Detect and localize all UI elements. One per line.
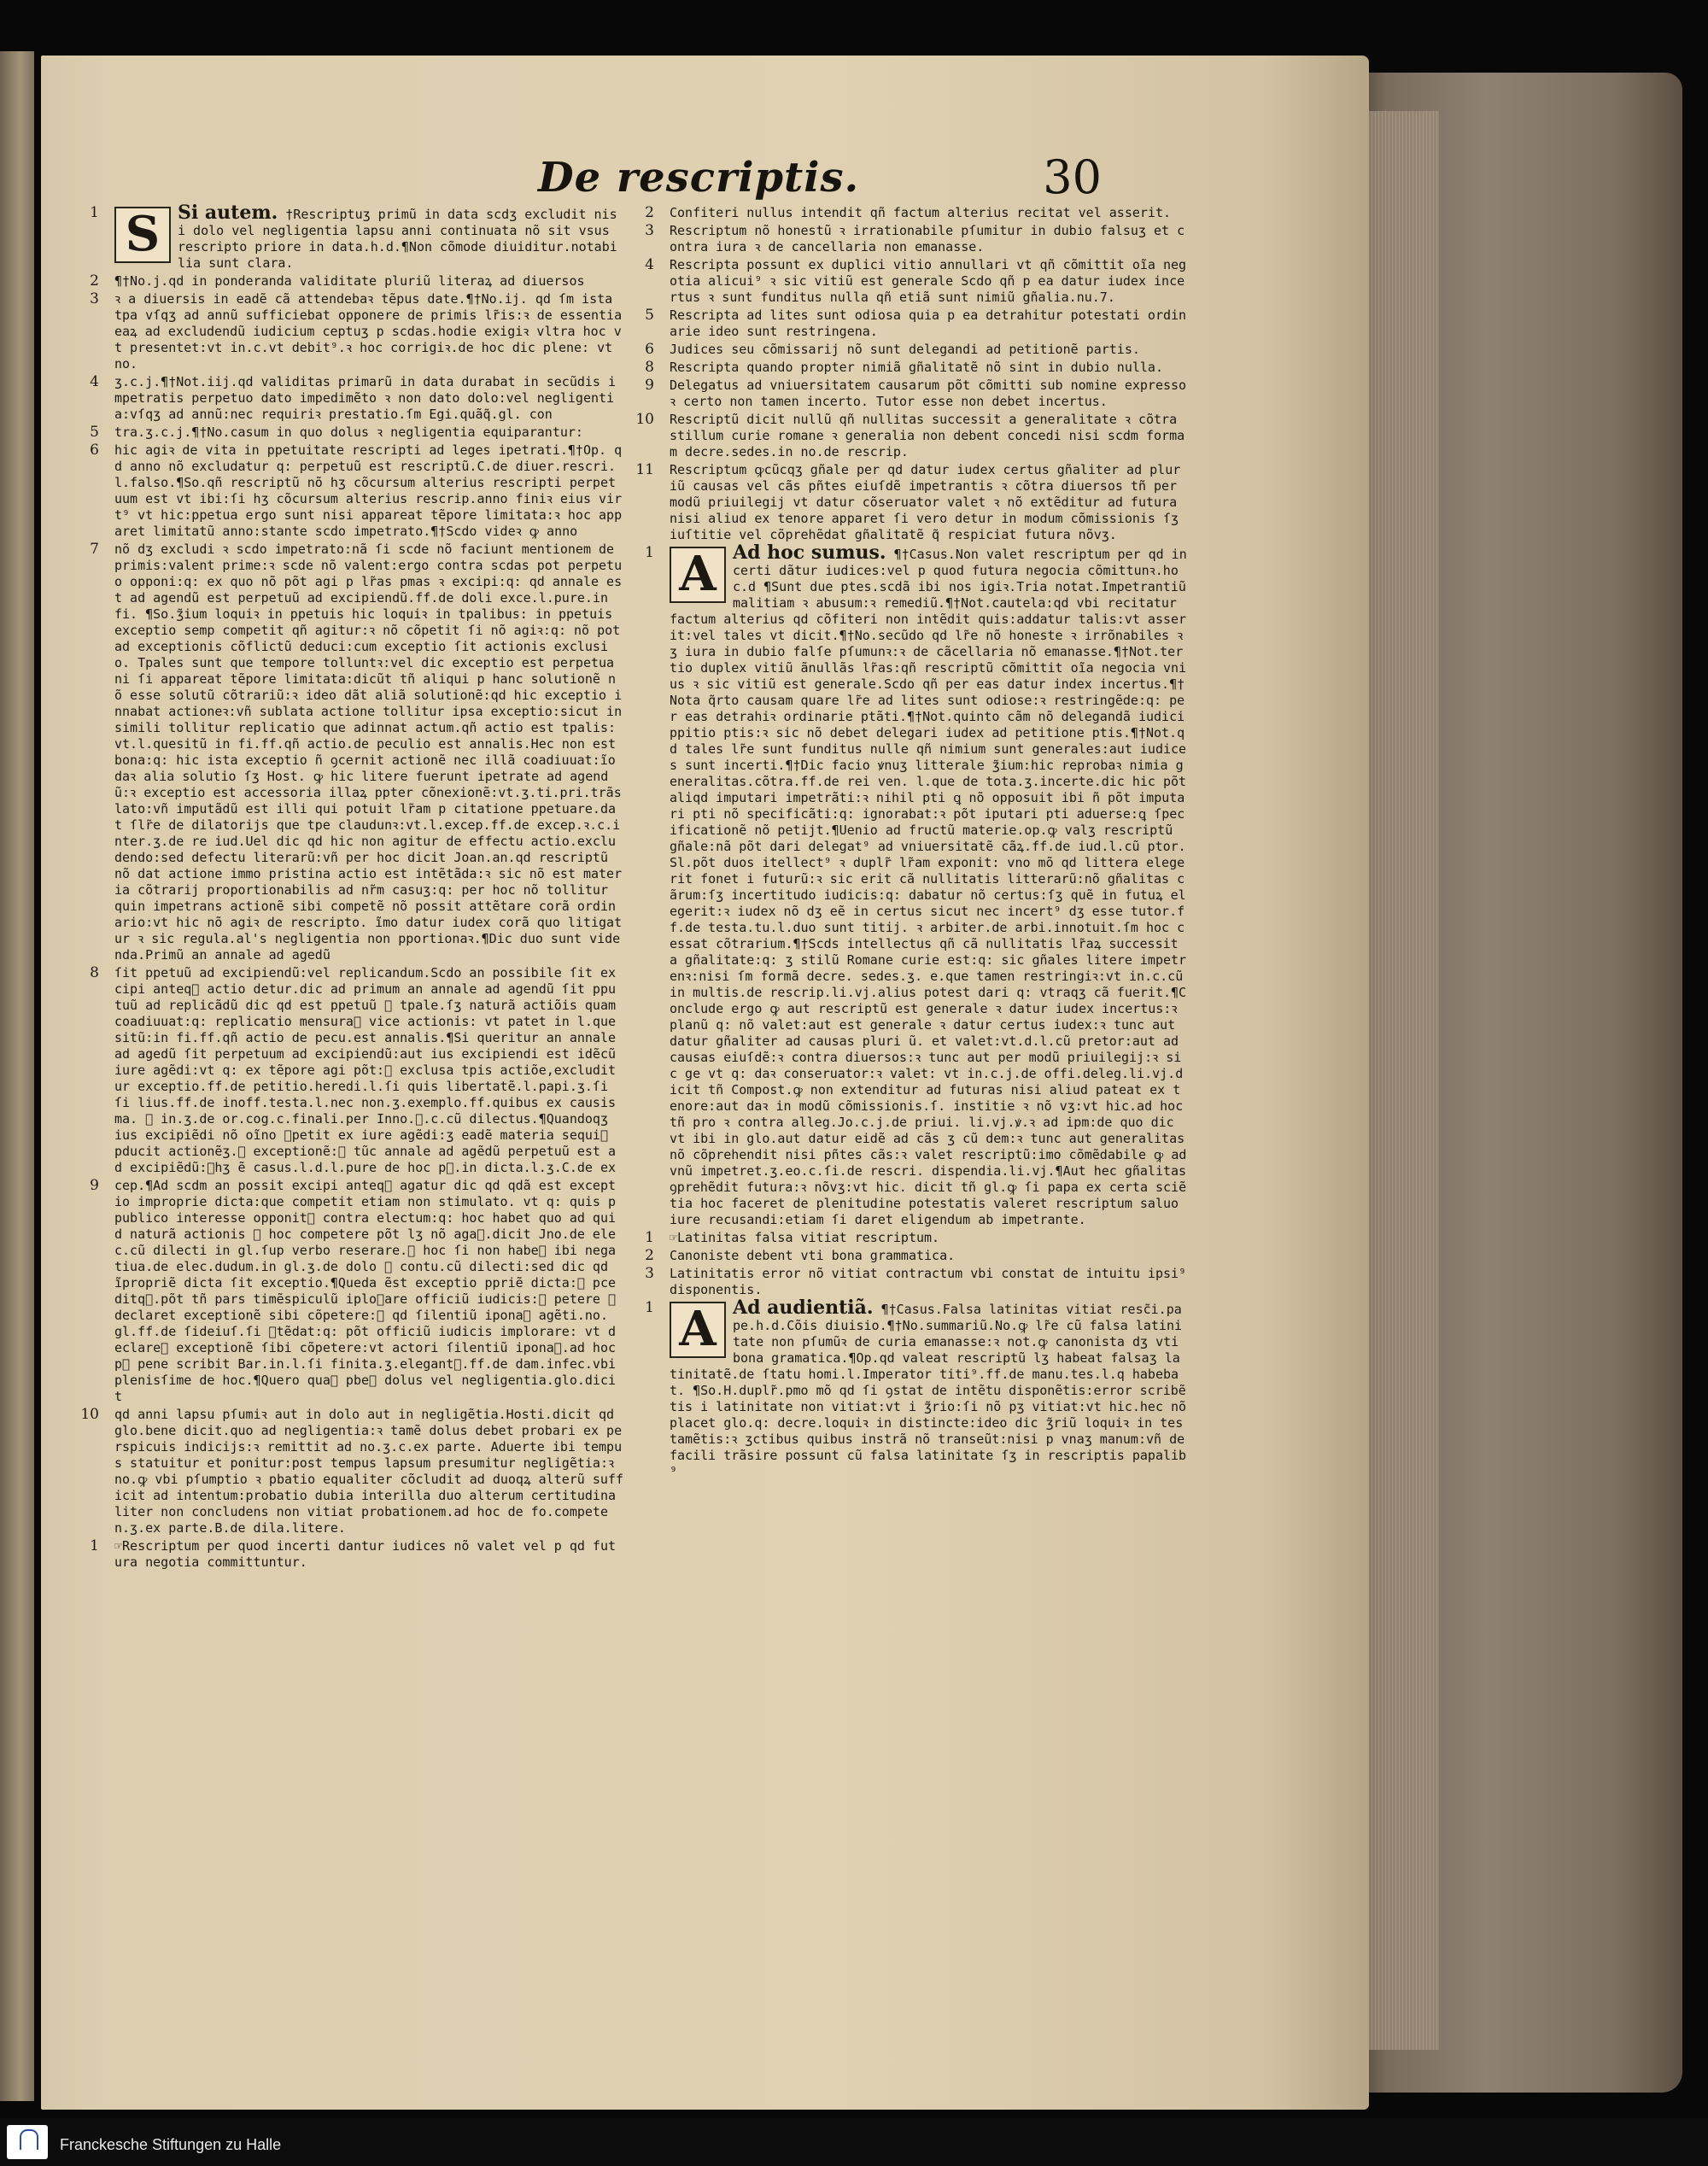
paragraph-text: Canoniste debent vti bona grammatica.	[670, 1248, 956, 1263]
paragraph	[80, 1406, 623, 1537]
paragraph-text: Judices seu cõmissarij nõ sunt delegandi ad petitionẽ partis.	[670, 342, 1140, 357]
paragraph-text: cep.¶Ad scdm an possit excipi anteqᷓ agatur dic qd qdã est exceptio improprie dicta:que competit etiam non stimulato. vt q: quis p publico interesse opponitꝛ contra electum:q: hoc habet quo ad quid naturã actionis ꝛ hoc competere põt lʒ nõ agaꝛ.dicit Jno.de elec.cũ dilecti in gl.ſup verbo reserare.ꝛ hoc ſi non habeꝛ ibi negatiua.de elec.dudum.in gl.ʒ.de dolo ꝛ contu.cũ dilecti:sed dic qd ĩpropriẽ dicta ſit exceptio.¶Queda ẽst exceptio ppriẽ dicta:ꝛ pceditqꝫ.põt tñ pars timẽspiculũ iploꝛare officiũ iudicis:ꝛ petere ꝙ declaret exceptionẽ sibi cõpetere:ꝛ qd ſilentiũ iponaꝛ agẽti.no. gl.ff.de ſideiuſ.ſi ꝯtẽdat:q: põt officiũ iudicis implorare: vt declareꝛ exceptionẽ ſibi cõpetere:vt actori ſilentiũ iponaꝛ.ad hoc pꝯ pene scribit Bar.in.l.ſi finita.ʒ.elegantꝛ.ff.de dam.infec.vbi plenisſime de hoc.¶Quero quaꝛ pbeꝛ dolus vel negligentia.glo.dicit	[114, 1178, 616, 1404]
paragraph	[90, 1537, 623, 1571]
paragraph-text: Rescripta possunt ex duplici vitio annullari vt qñ cõmittit oĩa negotia alicui⁹ ꝛ sic vitiũ est generale Scdo qñ p ea datur iudex incertus ꝛ sunt funditus nulla qñ etiã sunt nimiũ gñalia.nu.7.	[670, 257, 1187, 305]
paragraph	[645, 341, 1187, 358]
decorated-initial: A	[670, 547, 726, 603]
footer-attribution: Franckesche Stiftungen zu Halle	[60, 2136, 282, 2153]
paragraph-number: 3	[90, 290, 99, 307]
paragraph-text: ☞Latinitas falsa vitiat rescriptum.	[670, 1230, 940, 1245]
paragraph-text: ꝛ a diuersis in eadẽ cã attendebaꝛ tẽpus date.¶†No.ij. qd ſm ista tpa vſqʒ ad annũ sufficiebat opponere de primis lr̃is:ꝛ de essentia eaꝝ ad excludendũ iudicium ceptuʒ p scdas.hodie exigiꝛ vltra hoc vt presentet:vt in.c.vt debit⁹.ꝛ hoc corrigiꝛ.de hoc dic plene: vt no.	[114, 291, 623, 372]
paragraph-number: 8	[90, 964, 99, 981]
paragraph	[90, 1177, 623, 1405]
paragraph-text: Rescripta ad lites sunt odiosa quia p ea detrahitur potestati ordinarie ideo sunt restringena.	[670, 307, 1187, 339]
decorated-initial: A	[670, 1302, 726, 1358]
paragraph-text: †Rescriptuʒ primũ in data scdʒ excludit nisi dolo vel negligentia lapsu anni continuata nõ sit vsus rescripto priore in data.h.d.¶Non cõmode diuiditur.notabilia sunt clara.	[178, 207, 617, 271]
paragraph	[90, 373, 623, 423]
paragraph	[645, 307, 1187, 340]
paragraph-number: 4	[90, 373, 99, 390]
paragraph	[90, 442, 623, 540]
paragraph-number: 9	[90, 1177, 99, 1194]
paragraph-text: Rescriptũ dicit nullũ qñ nullitas successit a generalitate ꝛ cõtra stillum curie romane ꝛ generalia non debent concedi nisi scdm formam decre.sedes.in no.de rescrip.	[670, 412, 1185, 460]
paragraph-number: 7	[90, 541, 99, 558]
paragraph-number: 6	[90, 442, 99, 459]
folio-number: 30	[1043, 150, 1102, 204]
paragraph	[90, 964, 623, 1176]
paragraph	[90, 424, 623, 441]
paragraph-number: 5	[90, 424, 99, 441]
paragraph-text: ¶†No.j.qd in ponderanda validitate pluriũ literaꝝ ad diuersos	[114, 273, 585, 289]
paragraph-text: Rescriptum ꝙcũcqʒ gñale per qd datur iudex certus gñaliter ad pluriũ causas vel cãs pñtes eiuſdẽ impetrantis ꝛ cõtra diuersos tñ per modũ priuilegij vt datur cõseruator valet ꝛ nõ extẽditur ad futura nisi aliud ex tenore apparet ſi vero detur in modum cõmissionis ſʒ iuſtitie vel cõprehẽdat gñalitatẽ q̃ respiciat futura nõvʒ.	[670, 462, 1181, 542]
paragraph	[90, 541, 623, 963]
paragraph	[645, 1247, 1187, 1264]
paragraph-number: 1	[90, 204, 99, 221]
paragraph-text: Delegatus ad vniuersitatem causarum põt cõmitti sub nomine expresso ꝛ certo non tamen incerto. Tutor esse non debet incertus.	[670, 378, 1187, 409]
paragraph	[645, 359, 1187, 376]
decorated-initial: S	[114, 207, 171, 263]
paragraph-number: 8	[645, 359, 654, 376]
paragraph-text: ʒ.c.j.¶†Not.iij.qd validitas primarũ in data durabat in secũdis impetratis perpetuo dato impedimẽto ꝛ non dato dolo:vel negligentia:vſqʒ ad annũ:nec requiriꝛ prestatio.ſm Egi.quãq̃.gl. con	[114, 374, 616, 422]
paragraph-text: ſit ppetuũ ad excipiendũ:vel replicandum.Scdo an possibile ſit excipi anteqᷓ actio detur.dic ad primum an annale ad agendũ ſit pputuũ ad replicãdũ dic qd est ppetuũ ꝛ tpale.ſʒ naturã actiõis quam coadiuuat:q: replicatio mensuraꝛ vice actionis: vt patet in l.quesitũ:in fi.ff.qñ actio de pecu.est annalis.¶Si queritur an annale ad agedũ ſit perpetuum ad excipiendũ:aut ius excipiendi est idẽcũ iure agẽdi:vt q: ex tẽpore agi põt:ꝛ exclusa tpis actiõe,excluditur exceptio.ff.de petitio.heredi.l.ſi quis libertatẽ.l.papi.ʒ.ſi ſi lius.ff.de inoff.testa.l.nec non.ʒ.exemplo.ff.quibus ex causis ma. ꝛ in.ʒ.de or.cog.c.finali.per Inno.ꝛ.c.cũ dilectus.¶Quandoqʒ ius excipiẽdi nõ oĩno ꝯpetit ex iure agẽdi:ʒ eadẽ materia sequiꝛ pducit actionẽʒ.ꝛ exceptionẽ:ꝛ tũc annale ad agẽdũ perpetuũ est ad excipiẽdũ:ꝛhʒ ẽ casus.l.d.l.pure de hoc pꝯ.in dicta.l.ʒ.C.de ex	[114, 965, 616, 1175]
paragraph	[635, 411, 1187, 460]
paragraph-text: ☞Rescriptum per quod incerti dantur iudices nõ valet vel p qd futura negotia committuntur.	[114, 1538, 616, 1570]
paragraph-number: 6	[645, 341, 654, 358]
paragraph-text: Confiteri nullus intendit qñ factum alterius recitat vel asserit.	[670, 205, 1171, 220]
paragraph	[645, 542, 1187, 1228]
paragraph-number: 1	[645, 1299, 654, 1316]
paragraph-number: 4	[645, 256, 654, 273]
running-title: De rescriptis.	[538, 154, 860, 202]
paragraph-text: ¶†Casus.Falsa latinitas vitiat resc̃i.pape.h.d.Cõis diuisio.¶†No.summariũ.No.ꝙ lr̃e cũ falsa latinitate non pſumũꝛ de curia emanasse:ꝛ not.ꝙ canonista dʒ vti bona gramatica.¶Op.qd valeat rescriptũ lʒ habeat falsaʒ latinitatẽ.de ſtatu homi.l.Imperator titi⁹.ff.de manu.tes.l.q habebat. ¶So.H.duplr̃.pmo mõ qd ſi ꝯstat de intẽtu disponẽtis:error scribẽtis i latinitate non vitiat:vt i ʒ̃rio:ſi nõ pʒ vitiat:vt hic.hec nõ placet glo.q: decre.loquiꝛ in distincte:ideo dic ʒ̃riũ loquiꝛ in testamẽtis:ꝛ ʒctibus quibus instrã nõ transeũt:nisi p vnaʒ manum:vñ de facili trãsire possunt cũ falsa latinitate ſʒ in rescriptis papalib⁹	[670, 1302, 1187, 1479]
paragraph-number: 1	[645, 544, 654, 561]
paragraph-text: Latinitatis error nõ vitiat contractum vbi constat de intuitu ipsi⁹ disponentis.	[670, 1266, 1187, 1297]
paragraph	[645, 377, 1187, 410]
facing-page-edge	[0, 51, 34, 2101]
paragraph-number: 2	[90, 272, 99, 290]
paragraph-number: 1	[90, 1537, 99, 1554]
paragraph	[90, 272, 623, 290]
paragraph-number: 10	[635, 411, 654, 428]
paragraph	[645, 256, 1187, 306]
paragraph-text: ¶†Casus.Non valet rescriptum per qd incerti dãtur iudices:vel p quod futura negocia cõmittunꝛ.hoc.d ¶Sunt due ptes.scdã ibi nos igiꝛ.Tria notat.Impetrantiũ malitiam ꝛ abusum:ꝛ remediũ.¶†Not.cautela:qd vbi recitatur factum alterius qd cõfiteri non intẽdit quis:addatur talis:vt asserit:vel tales vt dicit.¶†No.secũdo qd lr̃e nõ honeste ꝛ irrõnabiles ꝛ ʒ iura in dubio falſe pſumunꝛ:ꝛ de cãcellaria nõ emanasse.¶†Not.tertio duplex vitiũ ãnullãs lr̃as:qñ rescriptũ cõmittit oĩa negocia vnius ꝛ sic vitiũ est generale.Scdo qñ per eas datur index incertus.¶†Nota q̃rto causam quare lr̃e ad lites sunt odiose:ꝛ restringẽde:q: per eas detrahiꝛ ordinarie ptãti.¶†Not.quinto cãm nõ delegandã iudici ppitio ptis:ꝛ sic nõ debet delegari iudex ad petitione ptis.¶†Not.qd tales lr̃e sunt funditus nulle qñ nimium sunt generales:aut iudices sunt incerti.¶†Dic facio ꝟnuʒ litterale ʒ̃ium:hic reprobaꝛ nimia generalitas.cõtra.ff.de rei ven. l.que de tota.ʒ.incerte.dic hic põt aliqd imputari impetrãti:ꝛ nihil pti ꝗ nõ opposuit ibi ñ põt imputari pti nõ specificãti:q: ignorabat:ꝛ põt iputari pti aduerse:ꝗ ſpecificationẽ nõ petijt.¶Uenio ad fructũ materie.op.ꝙ valʒ rescriptũ gñale:nã põt dari delegat⁹ ad vniuersitatẽ cãꝝ.ff.de iud.l.cũ ptor.Sl.põt duos itellect⁹ ꝛ duplr̃ lr̃am exponit: vno mõ qd littera elegerit fonet i futurũ:ꝛ sic erit cã nullitatis litterarũ:nõ gñalitas cãrum:ſʒ incertitudo iudicis:q: dabatur nõ certus:ſʒ quẽ in futuꝝ elegerit:ꝛ iudex nõ dʒ eẽ in certus sicut nec incert⁹ dʒ esse tutor.ff.de testa.tu.l.duo sunt titij. ꝛ arbiter.de arbi.innotuit.ſm hoc cessat cõtrarium.¶†Scds intellectus qñ cã nullitatis lr̃aꝝ successit a gñalitate:q: ʒ stilũ Romane curie est:q: sic gñales litere impetrenꝛ:nisi ſm formã decre. sedes.ʒ. e.que tamen restringiꝛ:vt in.c.cũ in multis.de rescrip.li.vj.alius potest dari q: vtraqʒ cã fuerit.¶Conclude ergo ꝙ aut rescriptũ est generale ꝛ datur iudex incertus:ꝛ planũ q: nõ valet:aut est generale ꝛ datur certus iudex:ꝛ tunc aut datur gñaliter ad causas pluri ũ. et valet:vt.d.l.cũ pretor:aut ad causas eiuſdẽ:ꝛ contra diuersos:ꝛ tunc aut per modũ priuilegij:ꝛ sic ge vt q: daꝛ conseruator:ꝛ valet: vt in.c.j.de offi.deleg.li.vj.dicit tñ Compost.ꝙ non extenditur ad futuras nisi aliud pateat ex tenore:aut daꝛ in modũ cõmissionis.ſ. institie ꝛ nõ vʒ:vt hic.ad hoc tñ pro ꝛ contra alleg.Jo.c.j.de priui. li.vj.ꝟ.ꝛ ad ipm:de quo dic vt ibi in glo.aut datur eidẽ ad cãs ʒ cũ dem:ꝛ tunc aut generalitas nõ cõprehendit nisi pñtes cãs:ꝛ valet rescriptũ:imo cõmẽdabile ꝙ ad vnũ impetret.ʒ.eo.c.ſi.de rescri. dispendia.li.vj.¶Aut hec gñalitas ꝯprehẽdit futura:ꝛ nõvʒ:vt hic. dicit tñ gl.ꝙ ſi papa ex certa sciẽtia hoc faceret de plenitudine potestatis valeret rescriptum saluo iure recusandi:etiam ſi daret eligendum ab impetrante.	[670, 547, 1187, 1227]
rubric-heading: Ad audientiã.	[733, 1297, 874, 1319]
paragraph-number: 2	[645, 1247, 654, 1264]
page-stack-lines	[1358, 111, 1439, 2050]
paragraph-text: Rescriptum nõ honestũ ꝛ irrationabile pſumitur in dubio falsuʒ et contra iura ꝛ de cancellaria non emanasse.	[670, 223, 1185, 255]
paragraph	[645, 204, 1187, 221]
paragraph	[90, 202, 623, 272]
paragraph-number: 3	[645, 1265, 654, 1282]
rubric-heading: Ad hoc sumus.	[733, 542, 886, 564]
paragraph	[635, 461, 1187, 543]
rubric-heading: Si autem.	[178, 202, 278, 224]
paragraph-number: 11	[635, 461, 654, 478]
paragraph	[645, 1265, 1187, 1298]
institution-logo	[7, 2125, 48, 2159]
paragraph-number: 10	[80, 1406, 99, 1423]
paragraph-number: 3	[645, 222, 654, 239]
paragraph-text: nõ dʒ excludi ꝛ scdo impetrato:nã ſi scde nõ faciunt mentionem de primis:valent prime:ꝛ scde nõ valent:ergo contra scdas pot perpetuo opponi:q: ex quo nõ põt agi p lr̃as pmas ꝛ excipi:q: qd annale est ad agendũ est perpetuũ ad excipiendũ.ff.de doli exce.l.pure.in fi. ¶So.ʒ̃ium loquiꝛ in ppetuis hic loquiꝛ in tpalibus: in ppetuis exceptio semp competit qñ agitur:ꝛ nõ cõpetit ſi nõ agiꝛ:q: nõ pot ad exceptionis cõflictũ deduci:cum exceptio ſit actionis exclusio. Tpales sunt que tempore tolluntꝛ:vel dic exceptio est perpetua ni ſi appareat tẽpore limitata:dicũt tñ aliqui p hanc solutionẽ nõ esse solutũ cõtrariũ:ꝛ ideo dãt aliã solutionẽ:qd hic exceptio innabat actioneꝛ:vñ sublata actione tollitur ipsa exceptio:sicut in simili tollitur replicatio que adinnat actum.qñ actio est tpalis:vt.l.quesitũ in fi.ff.qñ actio.de peculio est annalis.Hec non est bona:q: hic ista exceptio ñ ꝯcernit actionẽ nec illã coadiuuat:ĩo daꝛ alia solutio ſʒ Host. ꝙ hic litere fuerunt ipetrate ad agendũ:ꝛ exceptio est accessoria illaꝝ ppter cõnexionẽ:vt.ʒ.ti.pri.trãslato:vñ imputãdũ est illi qui potuit lr̃am p citatione ppetuare.dat ſlr̃e de dilatorijs que tpe claudunꝛ:vt.l.excep.ff.de excep.ꝛ.c.inter.ʒ.de re iud.Uel dic qd hic non agitur de effectu actio.excludendo:sed defectu literarũ:vñ per hoc dicit Joan.an.qd rescriptũ nõ dat actione immo pristina actio est intẽtãda:ꝛ sic nõ est materia cõtrarij proportionabilis ad nr̃m casuʒ:q: per hoc nõ tollitur quin impetrans actionẽ sibi competẽ nõ possit attẽtare corã ordinario:vt hic nõ agiꝛ de rescripto. ĩmo datur iudex corã quo litigatur ꝛ sic regula.al's negligentia non pportionaꝛ.¶Dic duo sunt videnda.Primũ an annale ad agedũ	[114, 542, 623, 963]
paragraph-number: 5	[645, 307, 654, 324]
paragraph	[645, 1229, 1187, 1246]
paragraph-text: Rescripta quando propter nimiã gñalitatẽ nõ sint in dubio nulla.	[670, 360, 1163, 375]
paragraph-text: qd anni lapsu pſumiꝛ aut in dolo aut in negligẽtia.Hosti.dicit qd glo.bene dicit.quo ad negligentia:ꝛ tamẽ dolus debet probari ex perspicuis indicijs:ꝛ remittit ad no.ʒ.c.ex parte. Aduerte ibi tempus statuitur et ponitur:post tempus lapsum presumitur negligẽtia:ꝛ no.ꝙ vbi pſumptio ꝛ pbatio equaliter cõcludit ad duoqꝝ alterũ sufficit ad intentum:probatio dubia interilla duo alterum certitudinaliter non concludens non vitiat probationem.ad hoc de fo.competen.ʒ.ex parte.B.de dila.litere.	[114, 1407, 623, 1536]
paragraph-text: tra.ʒ.c.j.¶†No.casum in quo dolus ꝛ negligentia equiparantur:	[114, 424, 583, 440]
paragraph-number: 1	[645, 1229, 654, 1246]
paragraph	[645, 1297, 1187, 1480]
paragraph	[645, 222, 1187, 255]
paragraph-number: 2	[645, 204, 654, 221]
paragraph-text: hic agiꝛ de vita in ppetuitate rescripti ad leges ipetrati.¶†Op. qd anno nõ excludatur q: perpetuũ est rescriptũ.C.de diuer.rescri. l.falso.¶So.qñ rescriptũ nõ hʒ cõcursum alterius rescripti perpetuum est vt ibi:ſi hʒ cõcursum alterius rescrip.anno finiꝛ eius virt⁹ vt hic:ppetua ergo sunt nisi appareat tẽpore limitata:ꝛ hoc apparet limitatũ anno:stante scdo impetrato.¶†Scdo videꝛ ꝙ anno	[114, 442, 623, 539]
left-text-column	[80, 202, 623, 1572]
right-text-column	[635, 204, 1187, 1482]
paragraph-number: 9	[645, 377, 654, 394]
paragraph	[90, 290, 623, 372]
